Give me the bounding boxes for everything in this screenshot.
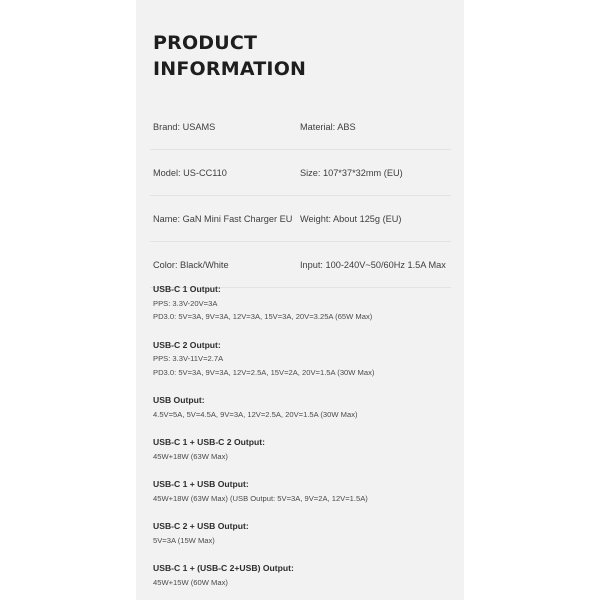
spec-table xyxy=(150,104,451,288)
output-heading: USB-C 2 Output: xyxy=(153,339,221,350)
output-heading: USB-C 2 + USB Output: xyxy=(153,521,249,531)
output-heading: USB Output: xyxy=(153,395,205,405)
spec-material: Material: ABS xyxy=(300,121,356,132)
output-line: 45W+15W (60W Max) xyxy=(153,577,228,587)
spec-row xyxy=(150,150,451,196)
output-line: 4.5V=5A, 5V=4.5A, 9V=3A, 12V=2.5A, 20V=1.5A (30W Max) xyxy=(153,409,358,419)
output-block-usb-c2-usb xyxy=(153,520,453,547)
output-line: 45W+18W (63W Max) (USB Output: 5V=3A, 9V=2A, 12V=1.5A) xyxy=(153,493,368,503)
spec-name: Name: GaN Mini Fast Charger EU xyxy=(153,213,293,224)
output-block-usb xyxy=(153,394,453,421)
spec-brand: Brand: USAMS xyxy=(153,121,216,132)
output-block-usb-c1 xyxy=(153,283,453,324)
output-heading: USB-C 1 Output: xyxy=(153,284,221,294)
output-block-usb-c1-combined xyxy=(153,562,453,589)
spec-row xyxy=(150,242,451,288)
spec-color: Color: Black/White xyxy=(153,259,229,270)
output-line: PD3.0: 5V=3A, 9V=3A, 12V=2.5A, 15V=2A, 20V=1.5A (30W Max) xyxy=(153,367,375,377)
spec-size: Size: 107*37*32mm (EU) xyxy=(300,167,403,178)
output-specs xyxy=(153,283,453,604)
output-heading: USB-C 1 + (USB-C 2+USB) Output: xyxy=(153,563,294,573)
title-line-2: INFORMATION xyxy=(153,58,307,80)
output-line: 45W+18W (63W Max) xyxy=(153,451,228,461)
title-line-1: PRODUCT xyxy=(153,32,258,54)
page-title xyxy=(153,30,306,82)
spec-weight: Weight: About 125g (EU) xyxy=(300,213,402,224)
output-heading: USB-C 1 + USB Output: xyxy=(153,479,249,489)
output-line: PD3.0: 5V=3A, 9V=3A, 12V=3A, 15V=3A, 20V=3.25A (65W Max) xyxy=(153,312,373,321)
spec-row xyxy=(150,104,451,150)
output-line: 5V=3A (15W Max) xyxy=(153,535,215,545)
output-block-usb-c2 xyxy=(153,339,453,380)
output-block-usb-c1-usb xyxy=(153,478,453,505)
spec-row xyxy=(150,196,451,242)
spec-input: Input: 100-240V~50/60Hz 1.5A Max xyxy=(300,259,446,270)
output-heading: USB-C 1 + USB-C 2 Output: xyxy=(153,437,265,447)
spec-model: Model: US-CC110 xyxy=(153,167,227,178)
output-line: PPS: 3.3V-11V=2.7A xyxy=(153,354,224,363)
output-line: PPS: 3.3V-20V=3A xyxy=(153,298,218,308)
output-block-usb-c1-usb-c2 xyxy=(153,436,453,463)
